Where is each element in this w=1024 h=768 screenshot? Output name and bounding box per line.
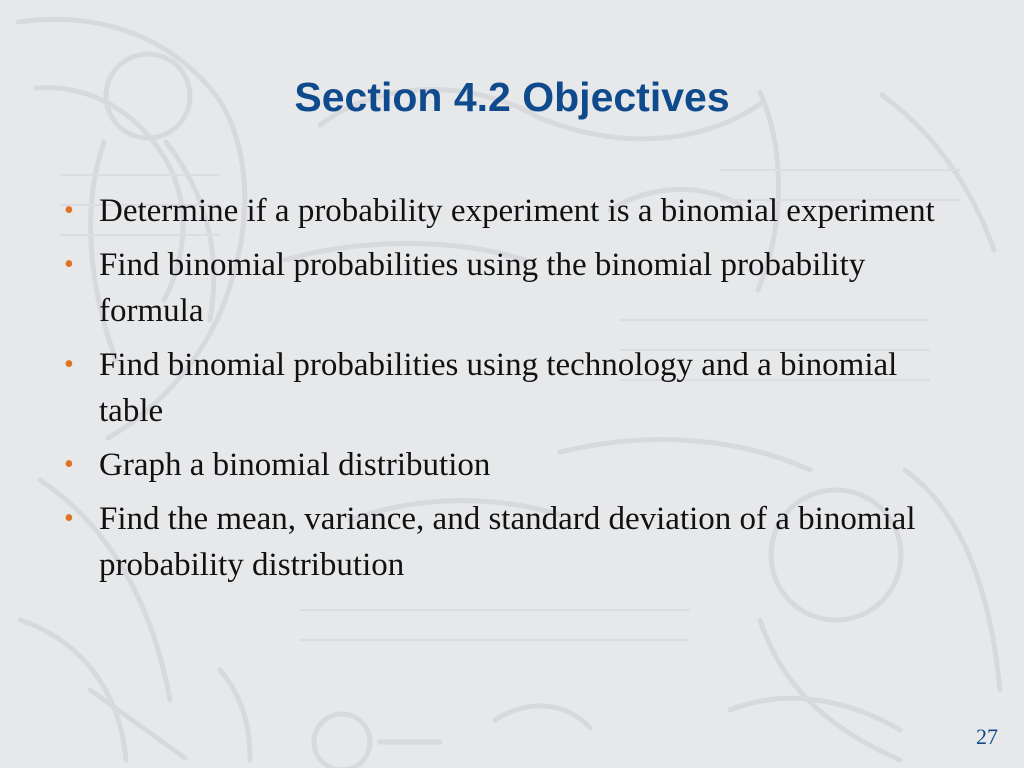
objective-item	[62, 342, 962, 434]
objective-text: Graph a binomial distribution	[99, 447, 491, 483]
orange-bullet-icon: •	[64, 349, 74, 380]
orange-bullet-icon: •	[64, 249, 74, 280]
orange-bullet-icon: •	[64, 195, 74, 226]
objective-item	[62, 242, 962, 334]
objective-text: Find binomial probabilities using the binomial probability formula	[99, 247, 866, 329]
orange-bullet-icon: •	[64, 503, 74, 534]
orange-bullet-icon: •	[64, 449, 74, 480]
objective-text: Find the mean, variance, and standard deviation of a binomial probability distribution	[99, 501, 916, 583]
page-number: 27	[976, 724, 998, 749]
objective-text: Determine if a probability experiment is a binomial experiment	[99, 193, 935, 229]
objectives-list	[62, 188, 962, 596]
objective-item	[62, 496, 962, 588]
objective-text: Find binomial probabilities using technology and a binomial table	[99, 347, 898, 429]
objective-item	[62, 188, 962, 234]
slide-title: Section 4.2 Objectives	[294, 74, 730, 120]
objective-item	[62, 442, 962, 488]
